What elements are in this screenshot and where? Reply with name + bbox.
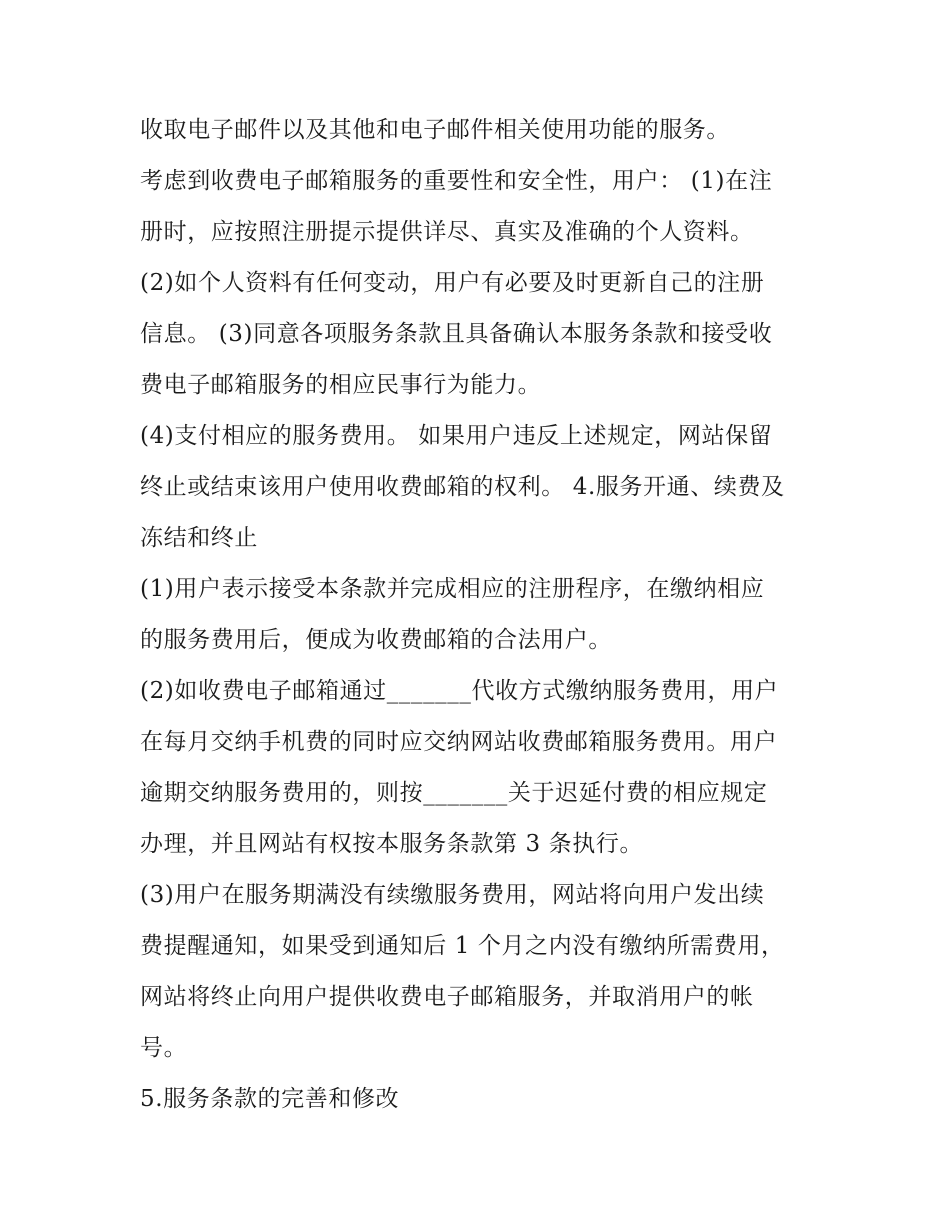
text-line: 网站将终止向用户提供收费电子邮箱服务，并取消用户的帐 [140, 984, 754, 1010]
text-line: (3)用户在服务期满没有续缴服务费用，网站将向用户发出续 [140, 882, 765, 908]
text-line: 费提醒通知，如果受到通知后 1 个月之内没有缴纳所需费用， [140, 933, 785, 959]
text-line: (4)支付相应的服务费用。 如果用户违反上述规定，网站保留 [140, 423, 773, 449]
text-line: 信息。 (3)同意各项服务条款且具备确认本服务条款和接受收 [140, 321, 773, 347]
section-heading: 5.服务条款的完善和修改 [140, 1086, 400, 1112]
text-line: (2)如个人资料有任何变动，用户有必要及时更新自己的注册 [140, 270, 765, 296]
text-line: 办理，并且网站有权按本服务条款第 3 条执行。 [140, 831, 644, 857]
text-line: 逾期交纳服务费用的，则按_______关于迟延付费的相应规定 [140, 780, 768, 806]
text-line: 冻结和终止 [140, 525, 258, 551]
text-line: 在每月交纳手机费的同时应交纳网站收费邮箱服务费用。用户 [140, 729, 778, 755]
text-line: 费电子邮箱服务的相应民事行为能力。 [140, 372, 542, 398]
text-line: 考虑到收费电子邮箱服务的重要性和安全性，用户： (1)在注 [140, 168, 773, 194]
text-line: 册时，应按照注册提示提供详尽、真实及准确的个人资料。 [140, 219, 754, 245]
text-line: 终止或结束该用户使用收费邮箱的权利。 4.服务开通、续费及 [140, 474, 785, 500]
text-line: (1)用户表示接受本条款并完成相应的注册程序，在缴纳相应 [140, 576, 765, 602]
text-line: (2)如收费电子邮箱通过_______代收方式缴纳服务费用，用户 [140, 678, 779, 704]
text-line: 号。 [140, 1035, 188, 1061]
text-line: 收取电子邮件以及其他和电子邮件相关使用功能的服务。 [140, 117, 730, 143]
text-line: 的服务费用后，便成为收费邮箱的合法用户。 [140, 627, 612, 653]
document-page [140, 105, 820, 1125]
